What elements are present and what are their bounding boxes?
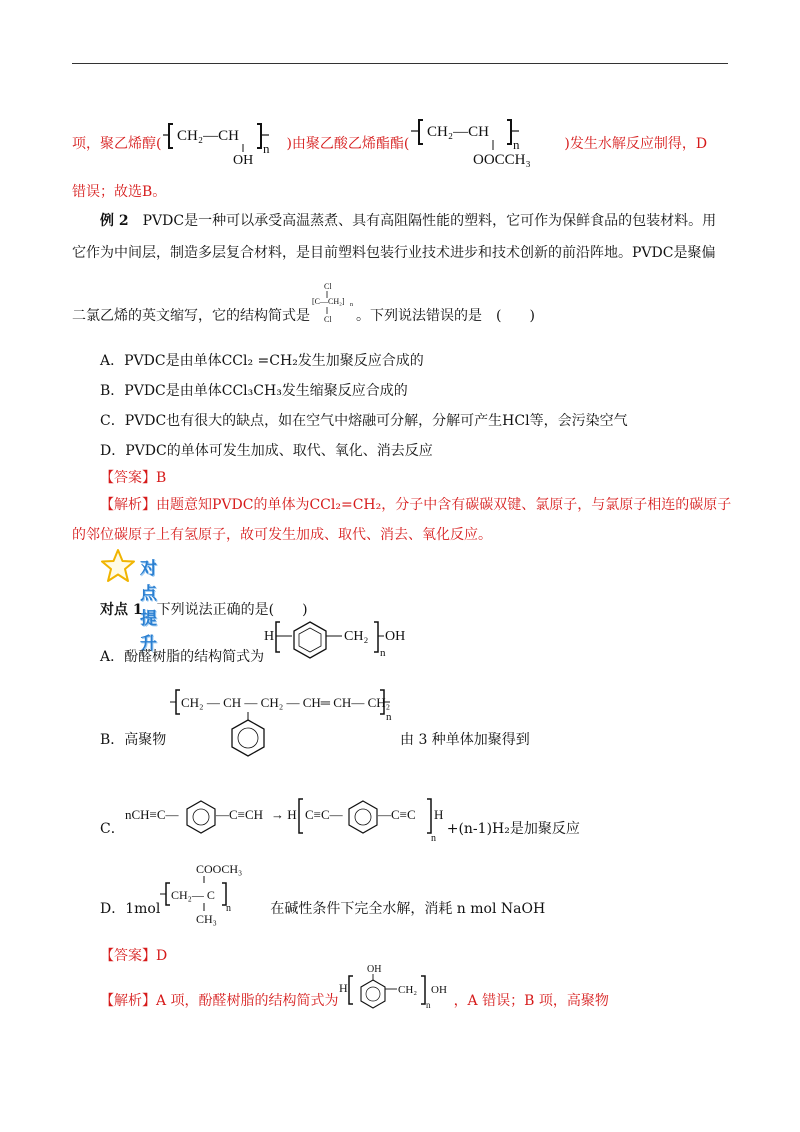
svg-text:Cl: Cl <box>324 315 332 324</box>
polyvinyl-acetate-structure <box>409 118 564 170</box>
line1-middle: )由聚乙酸乙烯酯酯( <box>286 136 410 152</box>
svg-text:OH: OH <box>233 153 254 166</box>
conclusion-line: 错误；故选B。 <box>72 184 167 200</box>
example-text1: PVDC是一种可以承受高温蒸煮、具有高阻隔性能的塑料，它可作为保鲜食品的包装材料。用 <box>142 213 717 229</box>
analysis-prefix: 【解析】A 项，酚醛树脂的结构简式为 <box>100 993 339 1009</box>
svg-text:n: n <box>380 647 386 659</box>
svg-text:H: H <box>264 629 275 644</box>
opt-d-suffix: 在碱性条件下完全水解，消耗 n mol NaOH <box>270 901 546 917</box>
svg-text:—C≡CH: —C≡CH <box>215 807 263 822</box>
line1-prefix: 项，聚乙烯醇( <box>72 136 162 152</box>
svg-text:Cl: Cl <box>324 282 332 291</box>
svg-text:—C≡C: —C≡C <box>377 807 416 822</box>
svg-text:CH₃: CH₃ <box>196 912 218 926</box>
point-label: 对点 1 <box>100 602 143 618</box>
svg-text:H: H <box>433 807 444 822</box>
svg-text:CH₂ — CH — CH₂ — CH═ CH— CH₂: CH₂ — CH — CH₂ — CH═ CH— CH₂ <box>181 695 391 710</box>
option-c: C．PVDC也有很大的缺点，如在空气中熔融可分解，分解可产生HCl等，会污染空气 <box>100 413 628 429</box>
point-question-text: 下列说法正确的是( ) <box>156 602 308 618</box>
star-icon <box>100 548 136 584</box>
svg-text:CH₂—CH: CH₂—CH <box>427 124 490 140</box>
svg-text:n: n <box>430 833 436 843</box>
phenyl-ring-icon <box>228 712 268 762</box>
example-text3a: 二氯乙烯的英文缩写，它的结构简式是 <box>72 308 310 324</box>
opt-c-prefix: C． <box>100 821 125 837</box>
svg-text:→ H: → H <box>270 807 297 822</box>
polymer-b-chain <box>170 688 400 722</box>
svg-text:CH₂: CH₂ <box>397 984 417 996</box>
svg-text:n: n <box>425 1000 431 1010</box>
banner-title: 对点提升 <box>140 559 157 654</box>
polyvinyl-alcohol-structure <box>161 122 286 166</box>
opt-b-prefix: B．高聚物 <box>100 732 167 748</box>
answer-continuation-line <box>72 118 707 170</box>
point1-option-a <box>100 629 414 676</box>
option-d: D．PVDC的单体可发生加成、取代、氧化、消去反应 <box>100 443 433 459</box>
svg-text:OOCCH₃: OOCCH₃ <box>473 152 532 168</box>
opt-a-text: A．酚醛树脂的结构简式为 <box>100 649 265 665</box>
example2-line2: 它作为中间层，制造多层复合材料，是目前塑料包装行业技术进步和技术创新的前沿阵地。PVDC是聚偏 <box>72 245 716 261</box>
option-b: B．PVDC是由单体CCl₃CH₃发生缩聚反应合成的 <box>100 383 408 399</box>
svg-text:[C—CH₂]: [C—CH₂] <box>312 297 345 306</box>
example2-line3 <box>72 282 535 326</box>
svg-text:C≡C—: C≡C— <box>304 807 343 822</box>
phenolic-resin-correct-structure <box>339 962 454 1012</box>
svg-text:CH₂— C: CH₂— C <box>171 888 216 902</box>
svg-text:n: n <box>350 302 353 308</box>
point1-option-c <box>100 807 580 843</box>
opt-b-suffix: 由 3 种单体加聚得到 <box>400 732 530 748</box>
pvdc-structure <box>310 280 356 326</box>
polymethyl-methacrylate-structure <box>160 861 270 927</box>
analysis-suffix: ，A 错误；B 项，高聚物 <box>453 993 609 1009</box>
analysis-line1: 【解析】由题意知PVDC的单体为CCl₂=CH₂，分子中含有碳碳双键、氯原子，与氯原子相连的碳原子 <box>100 497 732 513</box>
svg-text:n: n <box>386 711 392 722</box>
svg-text:H: H <box>338 981 348 995</box>
svg-text:n: n <box>263 141 270 156</box>
svg-text:OH: OH <box>385 629 406 644</box>
header-rule <box>72 63 728 64</box>
point1-question <box>100 600 308 620</box>
example2-line1 <box>100 211 716 231</box>
svg-text:n: n <box>226 903 232 914</box>
svg-text:nCH≡C—: nCH≡C— <box>124 807 179 822</box>
svg-text:CH₂: CH₂ <box>344 629 369 644</box>
analysis-line2: 的邻位碳原子上有氢原子，故可发生加成、取代、消去、氧化反应。 <box>72 527 492 543</box>
example-label: 例 2 <box>100 213 129 229</box>
phenolic-resin-wrong-structure <box>264 618 414 676</box>
answer-label: 【答案】B <box>100 470 167 486</box>
svg-text:OH: OH <box>430 984 447 996</box>
opt-d-prefix: D．1mol <box>100 901 161 917</box>
example-text3b: 。下列说法错误的是 ( ) <box>356 308 535 324</box>
svg-text:COOCH₃: COOCH₃ <box>196 862 243 876</box>
line1-suffix: )发生水解反应制得，D <box>564 136 708 152</box>
point1-analysis <box>100 964 609 1012</box>
opt-c-suffix: +(n-1)H₂是加聚反应 <box>446 821 580 837</box>
point1-option-d <box>100 862 546 927</box>
svg-text:n: n <box>513 137 520 152</box>
point1-answer: 【答案】D <box>100 948 168 964</box>
svg-text:OH: OH <box>366 964 382 975</box>
svg-text:CH₂—CH: CH₂—CH <box>177 128 240 144</box>
option-a: A．PVDC是由单体CCl₂ =CH₂发生加聚反应合成的 <box>100 353 424 369</box>
